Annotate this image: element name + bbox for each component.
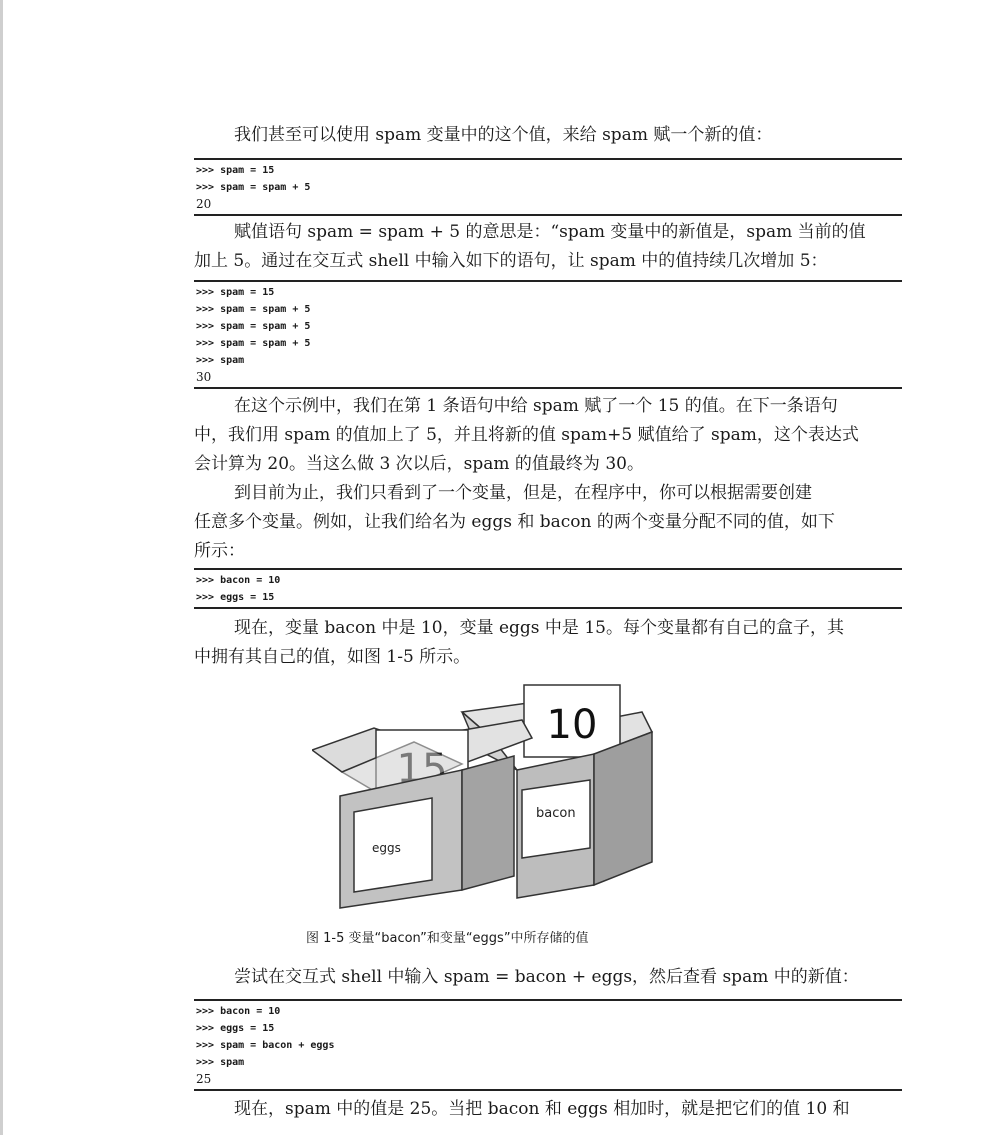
code-line: >>> spam [196, 1057, 245, 1068]
code-line: >>> spam = spam + 5 [196, 338, 311, 349]
code-output: 20 [196, 197, 212, 211]
text-line: 赋值语句 spam = spam + 5 的意思是：“spam 变量中的新值是，spam 当前的值 [234, 222, 866, 242]
code-line: >>> spam = spam + 5 [196, 321, 311, 332]
code-line: >>> spam = spam + 5 [196, 304, 311, 315]
paragraph-2 [194, 218, 902, 276]
code-line: >>> spam [196, 355, 245, 366]
paragraph-1 [194, 121, 902, 150]
code-output: 30 [196, 370, 212, 384]
back-box-label: bacon [536, 806, 576, 821]
paragraph-7 [194, 1095, 902, 1124]
code-line: >>> spam = bacon + eggs [196, 1040, 335, 1051]
front-box [312, 720, 532, 908]
code-line: >>> eggs = 15 [196, 592, 275, 603]
paragraph-5 [194, 614, 902, 672]
code-block-4 [194, 999, 902, 1091]
boxes-illustration [312, 680, 692, 910]
text-line: 在这个示例中，我们在第 1 条语句中给 spam 赋了一个 15 的值。在下一条语句 [234, 396, 838, 416]
text-line: 加上 5。通过在交互式 shell 中输入如下的语句，让 spam 中的值持续几次增加 5： [194, 251, 828, 271]
code-line: >>> bacon = 10 [196, 1006, 281, 1017]
paragraph-4 [194, 479, 902, 566]
text-line: 会计算为 20。当这么做 3 次以后，spam 的值最终为 30。 [194, 454, 644, 474]
text-line: 我们甚至可以使用 spam 变量中的这个值，来给 spam 赋一个新的值： [234, 125, 773, 145]
page-edge [0, 0, 3, 1135]
paragraph-3 [194, 392, 902, 479]
code-line: >>> spam = 15 [196, 287, 275, 298]
text-line: 到目前为止，我们只看到了一个变量，但是，在程序中，你可以根据需要创建 [234, 483, 812, 503]
back-card-number: 10 [546, 702, 598, 748]
code-line: >>> spam = 15 [196, 165, 275, 176]
paragraph-6 [194, 963, 902, 992]
code-block-1 [194, 158, 902, 216]
code-line: >>> spam = spam + 5 [196, 182, 311, 193]
text-line: 现在，变量 bacon 中是 10，变量 eggs 中是 15。每个变量都有自己的盒子，其 [234, 618, 844, 638]
code-line: >>> bacon = 10 [196, 575, 281, 586]
code-line: >>> eggs = 15 [196, 1023, 275, 1034]
text-line: 尝试在交互式 shell 中输入 spam = bacon + eggs，然后查看 spam 中的新值： [234, 967, 859, 987]
text-line: 现在，spam 中的值是 25。当把 bacon 和 eggs 相加时，就是把它们的值 10 和 [234, 1099, 850, 1119]
front-box-label: eggs [372, 841, 401, 855]
text-line: 中，我们用 spam 的值加上了 5，并且将新的值 spam+5 赋值给了 spam，这个表达式 [194, 425, 859, 445]
code-block-3 [194, 568, 902, 609]
text-line: 中拥有其自己的值，如图 1-5 所示。 [194, 647, 471, 667]
text-line: 任意多个变量。例如，让我们给名为 eggs 和 bacon 的两个变量分配不同的值，如下 [194, 512, 835, 532]
code-block-2 [194, 280, 902, 389]
text-line: 所示： [194, 541, 245, 561]
code-output: 25 [196, 1072, 212, 1086]
figure-caption: 图 1-5 变量“bacon”和变量“eggs”中所存储的值 [306, 931, 589, 946]
